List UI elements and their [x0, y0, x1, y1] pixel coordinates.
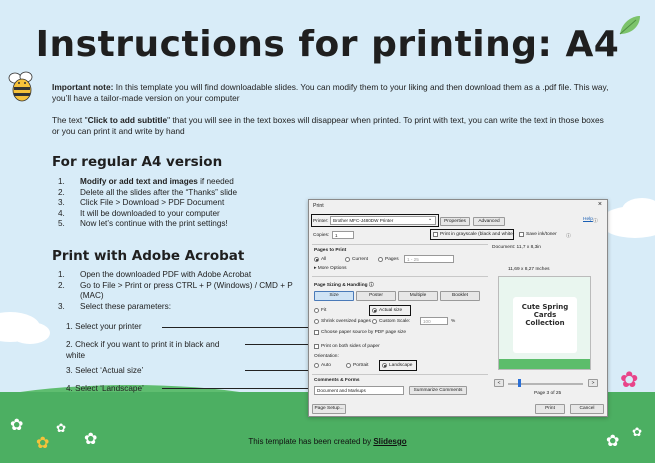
orientation-auto-radio[interactable] [314, 363, 319, 368]
callout-grayscale: 2. Check if you want to print it in black and white [66, 340, 220, 360]
preview-card [513, 297, 577, 353]
sizing-heading [314, 281, 374, 288]
printer-highlight [311, 214, 439, 227]
paper-size: 11,69 x 8,27 Inches [508, 267, 550, 272]
orientation-portrait-radio[interactable] [346, 363, 351, 368]
dialog-title: Print [313, 203, 324, 209]
tab-booklet[interactable]: Booklet [440, 291, 480, 301]
callout-connector [245, 344, 308, 345]
grayscale-highlight [430, 229, 514, 240]
step-text: Open the downloaded PDF with Adobe Acrobat [80, 270, 252, 279]
orientation-auto-label: Auto [321, 363, 331, 368]
callout-connector [162, 388, 308, 389]
help-link[interactable]: Help [583, 217, 593, 222]
preview-title: Cute Spring Cards Collection [521, 303, 569, 327]
help-icon: ⓘ [593, 219, 598, 224]
custom-scale-input[interactable]: 100 [420, 317, 448, 325]
actual-size-highlight [369, 305, 411, 316]
tab-poster[interactable]: Poster [356, 291, 396, 301]
page-slider-thumb[interactable] [518, 379, 521, 387]
bee-illustration [6, 70, 40, 106]
subtitle-note-after: " that you will see in the text boxes will disappear when printed. To print with text, you can write the text in those boxes or you can print it and write by hand [52, 115, 604, 136]
step-text: Now let’s continue with the print settings! [80, 219, 228, 228]
print-preview [498, 276, 591, 370]
callout-printer: 1. Select your printer [66, 322, 142, 331]
footer [0, 437, 655, 446]
flower-icon: ✿ [84, 431, 98, 448]
shrink-label: Shrink oversized pages [321, 319, 371, 324]
step-number: 1. [58, 177, 65, 186]
list-item [58, 270, 308, 281]
step-number: 5. [58, 219, 65, 228]
step-text: It will be downloaded to your computer [80, 208, 220, 218]
close-icon[interactable]: × [597, 201, 602, 208]
choose-source-checkbox[interactable] [314, 330, 319, 335]
section-heading-acrobat: Print with Adobe Acrobat [52, 248, 245, 264]
sizing-heading-text: Page Sizing & Handling [314, 283, 368, 288]
step-text: Select these parameters: [80, 301, 172, 311]
pages-current-radio[interactable] [345, 257, 350, 262]
callout-landscape: 4. Select ‘Landscape’ [66, 384, 144, 393]
important-note [52, 82, 612, 104]
chevron-down-icon: ⌄ [428, 217, 433, 222]
important-note-text: In this template you will find downloadable slides. You can modify them to your liking and then download them as a .pdf file. This way, you’ll have a tailor-made version on your computer [52, 82, 609, 103]
orientation-landscape-label: Landscape [389, 363, 413, 368]
flower-icon: ✿ [56, 421, 67, 435]
grayscale-label: Print in grayscale (black and white) [440, 232, 515, 237]
more-options-label: More Options [317, 266, 347, 271]
copies-input[interactable]: 1 [332, 231, 354, 239]
document-size: Document: 11,7 x 8,3in [492, 245, 541, 250]
landscape-highlight [379, 360, 417, 371]
pages-range-label: Pages [385, 257, 399, 262]
comments-select[interactable]: Document and Markups [314, 386, 404, 395]
fit-label: Fit [321, 308, 327, 313]
subtitle-note [52, 115, 612, 137]
choose-source-label: Choose paper source by PDF page size [321, 330, 407, 335]
step-number: 3. [58, 198, 65, 207]
step-text: Delete all the slides after the “Thanks” slide [80, 187, 238, 197]
list-item [58, 219, 308, 230]
more-options-link[interactable]: ▸ More Options [314, 266, 347, 271]
summarize-comments-button[interactable]: Summarize Comments [409, 386, 467, 395]
footer-text: This template has been created by [248, 437, 374, 446]
both-sides-checkbox[interactable] [314, 344, 319, 349]
cancel-button[interactable]: Cancel [570, 404, 604, 414]
flower-icon: ✿ [620, 367, 639, 392]
step-text: if needed [197, 177, 234, 186]
flower-icon: ✿ [606, 433, 620, 450]
pages-all-radio[interactable] [314, 257, 319, 262]
comments-heading: Comments & Forms [314, 378, 360, 383]
pages-range-input[interactable]: 1 - 25 [404, 255, 454, 263]
callout-actual-size: 3. Select ‘Actual size’ [66, 366, 144, 375]
pages-heading: Pages to Print [314, 248, 347, 253]
preview-grass [499, 359, 591, 370]
step-number: 2. [58, 187, 65, 197]
tab-size[interactable]: Size [314, 291, 354, 301]
callout-connector [245, 370, 308, 371]
list-item [58, 281, 308, 302]
list-item [58, 209, 308, 220]
save-ink-label: Save ink/toner [526, 232, 557, 237]
pages-current-label: Current [352, 257, 368, 262]
page-setup-button[interactable]: Page Setup... [312, 404, 346, 414]
list-item [58, 302, 308, 313]
list-item [58, 177, 308, 188]
step-bold: Modify or add text and images [80, 177, 198, 186]
printer-label: Printer: [313, 219, 329, 224]
cloud-left-small [10, 322, 50, 344]
page-counter: Page 3 of 25 [534, 391, 562, 396]
pages-range-radio[interactable] [378, 257, 383, 262]
slidesgo-link[interactable]: Slidesgo [373, 437, 407, 446]
custom-scale-label: Custom Scale: [379, 319, 411, 324]
pages-all-label: All [321, 257, 327, 262]
acrobat-steps-list [58, 270, 308, 312]
prev-page-button[interactable]: < [494, 379, 504, 387]
step-text: Go to File > Print or press CTRL + P (Windows) / CMD + P (MAC) [80, 280, 293, 300]
orientation-label: Orientation: [314, 354, 339, 359]
step-number: 1. [58, 270, 65, 279]
save-ink-checkbox[interactable] [519, 232, 524, 237]
flower-icon: ✿ [36, 435, 50, 452]
subtitle-note-before: The text " [52, 115, 88, 125]
page-title: Instructions for printing: A4 [35, 24, 620, 65]
section-heading-regular: For regular A4 version [52, 154, 223, 170]
both-sides-label: Print on both sides of paper [321, 344, 380, 349]
orientation-portrait-label: Portrait [353, 363, 369, 368]
info-icon: ⓘ [566, 234, 571, 239]
flower-icon: ✿ [10, 417, 24, 434]
callout-connector [162, 327, 308, 328]
copies-label: Copies: [313, 233, 330, 238]
next-page-button[interactable]: > [588, 379, 598, 387]
regular-steps-list [58, 177, 308, 230]
list-item [58, 188, 308, 199]
cloud-right-small [622, 198, 655, 222]
fit-radio[interactable] [314, 308, 319, 313]
advanced-button[interactable]: Advanced [473, 217, 505, 226]
subtitle-note-bold: Click to add subtitle [87, 115, 168, 125]
print-button[interactable]: Print [535, 404, 565, 414]
properties-button[interactable]: Properties [440, 217, 470, 226]
step-number: 3. [58, 301, 65, 311]
shrink-radio[interactable] [314, 319, 319, 324]
step-number: 4. [58, 208, 65, 218]
step-text: Click File > Download > PDF Document [80, 198, 225, 207]
tab-multiple[interactable]: Multiple [398, 291, 438, 301]
actual-size-label: Actual size [379, 308, 403, 313]
flower-icon: ✿ [632, 425, 643, 439]
info-icon: ⓘ [368, 283, 374, 288]
important-note-lead: Important note: [52, 82, 114, 92]
printer-select[interactable]: Brother MFC-J480DW Printer [330, 216, 436, 225]
percent-label: % [451, 319, 456, 324]
custom-scale-radio[interactable] [372, 319, 377, 324]
step-number: 2. [58, 280, 65, 290]
list-item [58, 198, 308, 209]
